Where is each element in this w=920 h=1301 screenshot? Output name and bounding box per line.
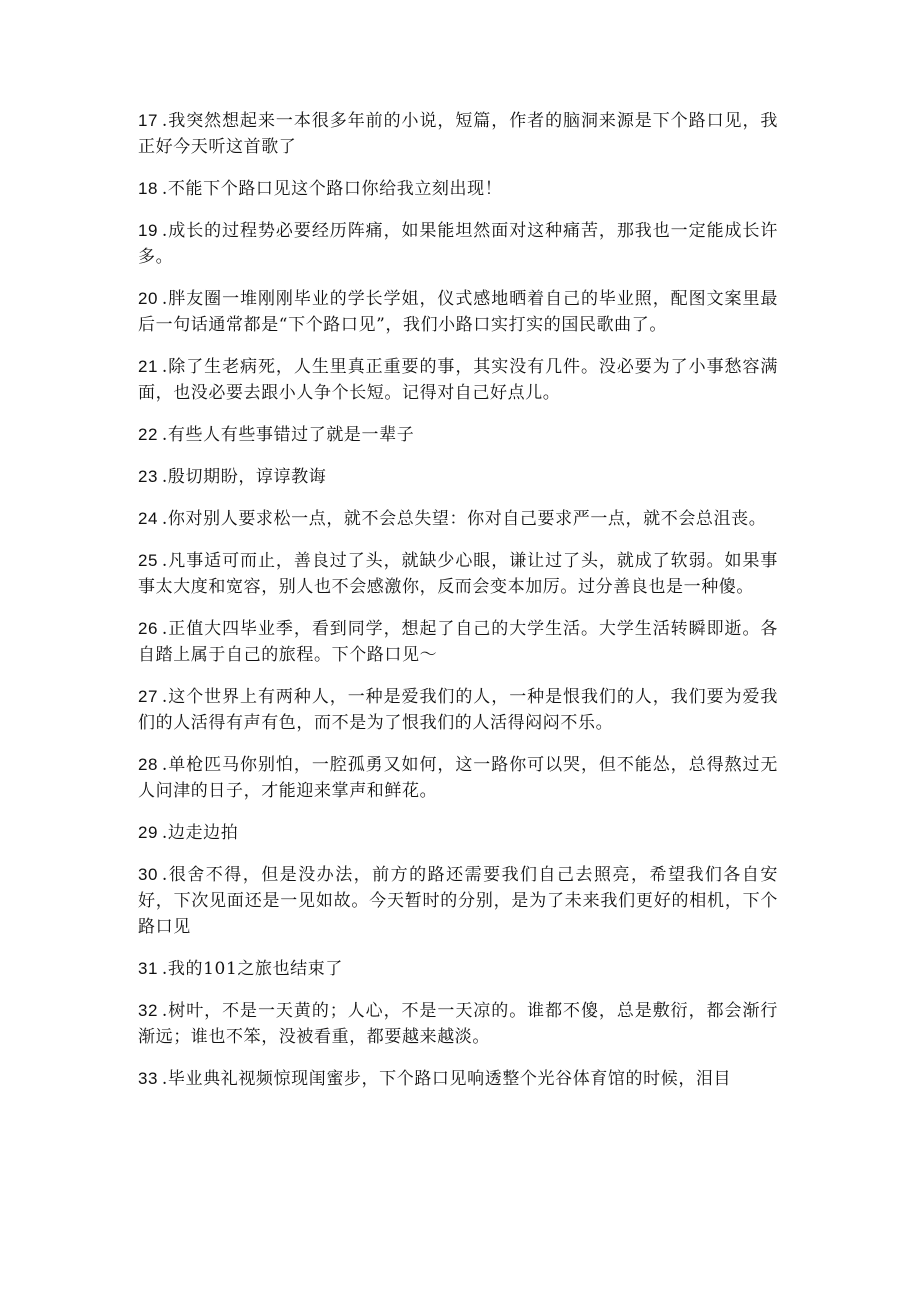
item-number: 22 (138, 425, 158, 444)
list-item (138, 998, 778, 1050)
item-text: .不能下个路口见这个路口你给我立刻出现！ (161, 179, 503, 199)
item-text: .边走边拍 (161, 823, 239, 843)
list-item (138, 176, 778, 202)
item-number: 28 (138, 755, 158, 774)
item-number: 33 (138, 1069, 158, 1088)
list-item (138, 506, 778, 532)
item-number: 26 (138, 619, 158, 638)
item-number: 32 (138, 1001, 158, 1020)
item-text: .成长的过程势必要经历阵痛，如果能坦然面对这种痛苦，那我也一定能成长许多。 (138, 221, 778, 267)
list-item (138, 752, 778, 804)
item-number: 18 (138, 179, 158, 198)
item-text: .除了生老病死，人生里真正重要的事，其实没有几件。没必要为了小事愁容满面，也没必要去跟小人争个长短。记得对自己好点儿。 (138, 357, 778, 403)
item-number: 19 (138, 221, 158, 240)
list-item (138, 1066, 778, 1092)
item-text: .有些人有些事错过了就是一辈子 (161, 425, 415, 445)
item-text: .很舍不得，但是没办法，前方的路还需要我们自己去照亮，希望我们各自安好，下次见面还是一见如故。今天暂时的分别，是为了未来我们更好的相机，下个路口见 (138, 865, 778, 937)
item-number: 31 (138, 959, 158, 978)
item-number: 25 (138, 551, 158, 570)
item-number: 27 (138, 687, 158, 706)
item-text: .正值大四毕业季，看到同学，想起了自己的大学生活。大学生活转瞬即逝。各自踏上属于自己的旅程。下个路口见～ (138, 619, 778, 665)
list-item (138, 956, 778, 982)
list-item (138, 862, 778, 940)
item-text: .我的101之旅也结束了 (161, 959, 343, 979)
item-text: .胖友圈一堆刚刚毕业的学长学姐，仪式感地晒着自己的毕业照，配图文案里最后一句话通常都是“下个路口见”，我们小路口实打实的国民歌曲了。 (138, 289, 778, 335)
item-number: 17 (138, 111, 158, 130)
item-number: 30 (138, 865, 158, 884)
item-number: 21 (138, 357, 158, 376)
item-text: .这个世界上有两种人，一种是爱我们的人，一种是恨我们的人，我们要为爱我们的人活得有声有色，而不是为了恨我们的人活得闷闷不乐。 (138, 687, 778, 733)
list-item (138, 684, 778, 736)
list-item (138, 286, 778, 338)
list-item (138, 108, 778, 160)
item-text: .毕业典礼视频惊现闺蜜步，下个路口见响透整个光谷体育馆的时候，泪目 (161, 1069, 732, 1089)
list-item (138, 820, 778, 846)
item-text: .树叶，不是一天黄的；人心，不是一天凉的。谁都不傻，总是敷衍，都会渐行渐远；谁也不笨，没被看重，都要越来越淡。 (138, 1001, 778, 1047)
list-item (138, 548, 778, 600)
item-number: 23 (138, 467, 158, 486)
list-item (138, 422, 778, 448)
item-text: .我突然想起来一本很多年前的小说，短篇，作者的脑洞来源是下个路口见，我正好今天听这首歌了 (138, 111, 778, 157)
item-text: .殷切期盼，谆谆教诲 (161, 467, 327, 487)
item-number: 24 (138, 509, 158, 528)
item-number: 20 (138, 289, 158, 308)
list-item (138, 218, 778, 270)
list-item (138, 616, 778, 668)
item-text: .凡事适可而止，善良过了头，就缺少心眼，谦让过了头，就成了软弱。如果事事太大度和宽容，别人也不会感激你，反而会变本加厉。过分善良也是一种傻。 (138, 551, 778, 597)
quote-list (138, 108, 778, 1108)
item-text: .你对别人要求松一点，就不会总失望：你对自己要求严一点，就不会总沮丧。 (161, 509, 767, 529)
list-item (138, 354, 778, 406)
item-text: .单枪匹马你别怕，一腔孤勇又如何，这一路你可以哭，但不能怂，总得熬过无人问津的日子，才能迎来掌声和鲜花。 (138, 755, 778, 801)
item-number: 29 (138, 823, 158, 842)
list-item (138, 464, 778, 490)
